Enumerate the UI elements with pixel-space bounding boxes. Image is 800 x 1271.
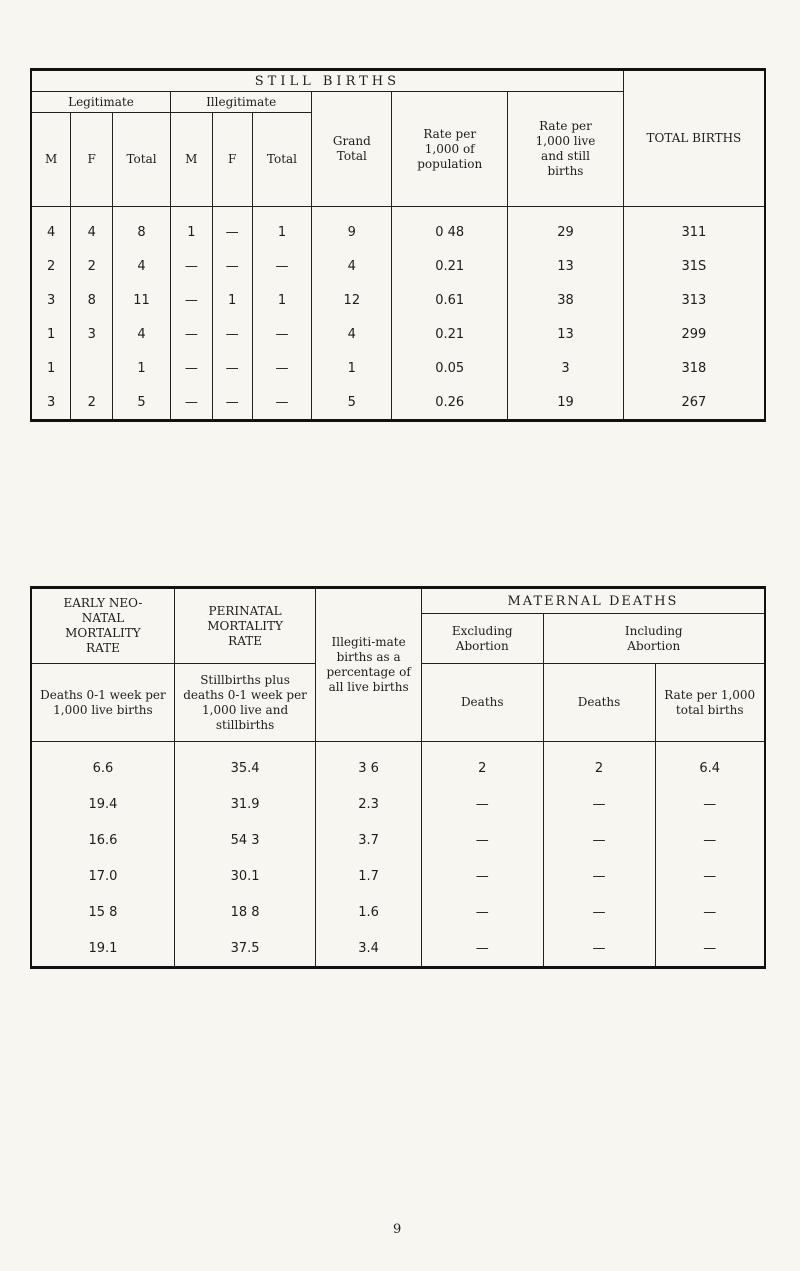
maternal-deaths-title: MATERNAL DEATHS — [421, 588, 765, 614]
leg-m-cell: 1 — [31, 351, 71, 385]
illegitimate-cell: 2.3 — [316, 786, 422, 822]
table-row — [31, 822, 765, 858]
perinatal-cell: 30.1 — [174, 858, 315, 894]
rate-pop-cell: 0.21 — [392, 249, 508, 283]
ill-m-cell: — — [170, 283, 212, 317]
ill-total-cell: — — [252, 351, 312, 385]
early-neonatal-header: EARLY NEO-NATAL MORTALITY RATE — [31, 588, 174, 664]
perinatal-header: PERINATAL MORTALITY RATE — [174, 588, 315, 664]
still-births-title: STILL BIRTHS — [31, 70, 623, 92]
illegitimate-total-header: Total — [252, 113, 312, 207]
table-row — [31, 351, 765, 385]
legitimate-m-header: M — [31, 113, 71, 207]
early-neonatal-cell: 19.4 — [31, 786, 174, 822]
table-row — [31, 317, 765, 351]
legitimate-f-header: F — [71, 113, 113, 207]
illegitimate-cell: 1.7 — [316, 858, 422, 894]
rate-cell: — — [655, 822, 765, 858]
rate-cell: 6.4 — [655, 742, 765, 787]
rate-cell: — — [655, 786, 765, 822]
mortality-table — [30, 586, 766, 969]
illegitimate-f-header: F — [212, 113, 252, 207]
deaths-excl-cell: — — [421, 930, 543, 968]
early-neonatal-subheader: Deaths 0-1 week per 1,000 live births — [31, 664, 174, 742]
ill-f-cell: — — [212, 351, 252, 385]
total-births-cell: 318 — [623, 351, 765, 385]
table-row — [31, 385, 765, 421]
grand-total-cell: 4 — [312, 317, 392, 351]
ill-m-cell: — — [170, 249, 212, 283]
illegitimate-header: Illegitimate — [170, 92, 311, 113]
ill-f-cell: — — [212, 249, 252, 283]
leg-total-cell: 5 — [113, 385, 171, 421]
total-births-cell: 311 — [623, 207, 765, 250]
rate-pop-cell: 0.61 — [392, 283, 508, 317]
rate-per-1000-subheader: Rate per 1,000 total births — [655, 664, 765, 742]
deaths-excluding-subheader: Deaths — [421, 664, 543, 742]
deaths-excl-cell: — — [421, 786, 543, 822]
leg-f-cell: 8 — [71, 283, 113, 317]
grand-total-header: Grand Total — [312, 92, 392, 207]
rate-pop-cell: 0 48 — [392, 207, 508, 250]
ill-total-cell: 1 — [252, 283, 312, 317]
illegitimate-cell: 1.6 — [316, 894, 422, 930]
ill-m-cell: — — [170, 351, 212, 385]
still-births-table — [30, 68, 766, 422]
table-row — [31, 858, 765, 894]
leg-f-cell: 2 — [71, 249, 113, 283]
rate-births-header: Rate per 1,000 live and still births — [508, 92, 624, 207]
perinatal-cell: 54 3 — [174, 822, 315, 858]
leg-m-cell: 2 — [31, 249, 71, 283]
perinatal-cell: 37.5 — [174, 930, 315, 968]
grand-total-cell: 1 — [312, 351, 392, 385]
ill-f-cell: — — [212, 317, 252, 351]
deaths-including-subheader: Deaths — [543, 664, 655, 742]
table-row — [31, 742, 765, 787]
total-births-cell: 313 — [623, 283, 765, 317]
page-number: 9 — [393, 1222, 402, 1237]
grand-total-cell: 4 — [312, 249, 392, 283]
early-neonatal-cell: 15 8 — [31, 894, 174, 930]
leg-m-cell: 3 — [31, 283, 71, 317]
deaths-incl-cell: — — [543, 822, 655, 858]
deaths-incl-cell: 2 — [543, 742, 655, 787]
table-row — [31, 930, 765, 968]
illegitimate-percentage-header: Illegiti-mate births as a percentage of all live births — [316, 588, 422, 742]
ill-f-cell: — — [212, 207, 252, 250]
ill-total-cell: — — [252, 385, 312, 421]
table-row — [31, 283, 765, 317]
early-neonatal-cell: 17.0 — [31, 858, 174, 894]
rate-births-cell: 19 — [508, 385, 624, 421]
perinatal-subheader: Stillbirths plus deaths 0-1 week per 1,000 live and stillbirths — [174, 664, 315, 742]
early-neonatal-cell: 6.6 — [31, 742, 174, 787]
table-row — [31, 249, 765, 283]
leg-total-cell: 8 — [113, 207, 171, 250]
leg-f-cell: 4 — [71, 207, 113, 250]
leg-m-cell: 1 — [31, 317, 71, 351]
ill-m-cell: — — [170, 317, 212, 351]
rate-births-cell: 13 — [508, 249, 624, 283]
illegitimate-cell: 3 6 — [316, 742, 422, 787]
rate-pop-cell: 0.05 — [392, 351, 508, 385]
table-row — [31, 207, 765, 250]
table-row — [31, 894, 765, 930]
ill-f-cell: — — [212, 385, 252, 421]
rate-population-header: Rate per 1,000 of population — [392, 92, 508, 207]
legitimate-header: Legitimate — [31, 92, 170, 113]
legitimate-total-header: Total — [113, 113, 171, 207]
illegitimate-cell: 3.4 — [316, 930, 422, 968]
rate-births-cell: 38 — [508, 283, 624, 317]
leg-total-cell: 4 — [113, 249, 171, 283]
ill-m-cell: 1 — [170, 207, 212, 250]
rate-births-cell: 13 — [508, 317, 624, 351]
grand-total-cell: 5 — [312, 385, 392, 421]
total-births-cell: 267 — [623, 385, 765, 421]
rate-pop-cell: 0.26 — [392, 385, 508, 421]
ill-f-cell: 1 — [212, 283, 252, 317]
ill-total-cell: — — [252, 249, 312, 283]
excluding-abortion-header: Excluding Abortion — [421, 614, 543, 664]
rate-cell: — — [655, 894, 765, 930]
early-neonatal-cell: 19.1 — [31, 930, 174, 968]
deaths-incl-cell: — — [543, 786, 655, 822]
early-neonatal-cell: 16.6 — [31, 822, 174, 858]
leg-f-cell: 2 — [71, 385, 113, 421]
rate-births-cell: 3 — [508, 351, 624, 385]
perinatal-cell: 35.4 — [174, 742, 315, 787]
total-births-header: TOTAL BIRTHS — [623, 70, 765, 207]
illegitimate-cell: 3.7 — [316, 822, 422, 858]
deaths-excl-cell: 2 — [421, 742, 543, 787]
leg-total-cell: 1 — [113, 351, 171, 385]
leg-total-cell: 11 — [113, 283, 171, 317]
grand-total-cell: 12 — [312, 283, 392, 317]
grand-total-cell: 9 — [312, 207, 392, 250]
rate-pop-cell: 0.21 — [392, 317, 508, 351]
perinatal-cell: 18 8 — [174, 894, 315, 930]
ill-m-cell: — — [170, 385, 212, 421]
leg-m-cell: 4 — [31, 207, 71, 250]
rate-births-cell: 29 — [508, 207, 624, 250]
ill-total-cell: 1 — [252, 207, 312, 250]
rate-cell: — — [655, 858, 765, 894]
illegitimate-m-header: M — [170, 113, 212, 207]
deaths-incl-cell: — — [543, 894, 655, 930]
total-births-cell: 31S — [623, 249, 765, 283]
perinatal-cell: 31.9 — [174, 786, 315, 822]
including-abortion-header: Including Abortion — [543, 614, 765, 664]
deaths-incl-cell: — — [543, 930, 655, 968]
leg-f-cell: 3 — [71, 317, 113, 351]
deaths-excl-cell: — — [421, 894, 543, 930]
ill-total-cell: — — [252, 317, 312, 351]
table-row — [31, 786, 765, 822]
deaths-incl-cell: — — [543, 858, 655, 894]
leg-f-cell — [71, 351, 113, 385]
leg-m-cell: 3 — [31, 385, 71, 421]
deaths-excl-cell: — — [421, 822, 543, 858]
leg-total-cell: 4 — [113, 317, 171, 351]
deaths-excl-cell: — — [421, 858, 543, 894]
rate-cell: — — [655, 930, 765, 968]
total-births-cell: 299 — [623, 317, 765, 351]
